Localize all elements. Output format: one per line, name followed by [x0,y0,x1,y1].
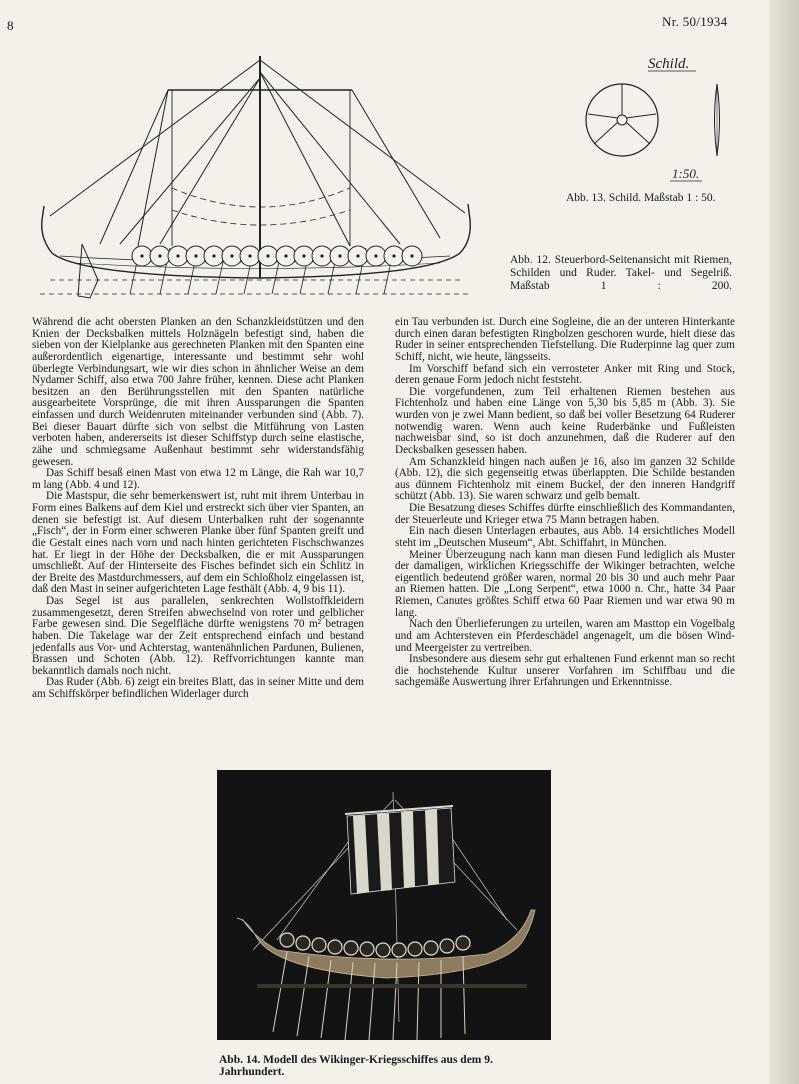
paragraph: Meiner Überzeugung nach kann man diesen Fund lediglich als Muster der damaligen, wirklichen Kriegsschiffe der Wikinger betrachten, welche eigentlich bedeutend größer waren, normal 20 bis 30 und auch mehr Paar an Riemen hatten. Die „Long Serpent“, etwa 1000 n. Chr., hatte 34 Paar Riemen, Canutes größtes Schiff etwa 60 Paar Riemen und war etwa 90 m lang. [395,548,735,619]
shield-drawing-title: Schild. [648,56,690,72]
shield-drawing [578,48,748,186]
shield-scale-label: 1:50. [672,166,700,181]
caption-abb13: Abb. 13. Schild. Maßstab 1 : 50. [566,192,716,204]
caption-abb14: Abb. 14. Modell des Wikinger-Kriegsschiffes aus dem 9. Jahrhundert. [219,1054,493,1078]
paragraph: Die Mastspur, die sehr bemerkenswert ist, ruht mit ihrem Unterbau in Form eines Balkens auf dem Kiel und erstreckt sich über vier Spanten, an denen sie befestigt ist. Auf diesem Unterbalken ruht der sogenannte „Fisch“, der in Form einer schweren Planke über fünf Spanten greift und die Gestalt eines nach vorn und nach hinten gerichteten Fischschwanzes hat. Er liegt in der Höhe der Decksbalken, die er mit Aussparungen umschließt. Auf der Hinterseite des Fisches befindet sich ein Schlitz in der Breite des Mastdurchmessers, auf dem ein Schloßholz eingelassen ist, daß den Mast in seiner aufgerichteten Lage festhält (Abb. 4, 9 bis 11). [32,490,364,596]
paragraph: Insbesondere aus diesem sehr gut erhaltenen Fund erkennt man so recht die hochstehende Kultur unserer Vorfahren im Schiffbau und die sachgemäße Auswertung ihrer Erfahrungen und Erkenntnisse. [395,653,735,689]
text-column-left [32,317,364,701]
paragraph: Ein nach diesen Unterlagen erbautes, aus Abb. 14 ersichtliches Modell steht im „Deutschen Museum“, Abt. Schiffahrt, in München. [395,525,735,549]
paragraph: Während die acht obersten Planken an den Schanzkleidstützen und den Knien der Decksbalken mittels Holznägeln befestigt sind, haben die sieben von der Kielplanke aus gerechneten Planken mit den Spanten eine außerordentlich eigenartige, interessante und bestimmt sehr wohl überlegte Verbindungsart, wie wir dies schon in ähnlicher Weise an dem Nydamer Schiff, also etwa 700 Jahre früher, kennen. Diese acht Planken besitzen an den Berührungsstellen mit den Spanten natürliche ausgearbeitete Vorsprünge, die mit ihren Aussparungen die Spanten einfassen und durch Weidenruten miteinander verbunden sind (Abb. 7). Bei dieser Bauart dürfte sich von selbst die Mitführung von Lasten verboten haben, andererseits ist dieser Schiffstyp durch seine elastische, zähe und schmiegsame Außenhaut bestimmt sehr widerstandsfähig gewesen. [32,316,364,468]
page-number: 8 [7,18,14,33]
paragraph: Nach den Überlieferungen zu urteilen, waren am Masttop ein Vogelbalg und am Achtersteven ein Pferdeschädel angenagelt, um die bösen Wind- und Meergeister zu vertreiben. [395,618,735,654]
paragraph: Das Segel ist aus parallelen, senkrechten Wollstoffkleidern zusammengesetzt, deren Streifen abwechselnd von roter und gelblicher Farbe gewesen sind. Die Segelfläche dürfte wenigstens 70 m² betragen haben. Die Takelage war der Zeit entsprechend einfach und bestand jedenfalls aus Vor- und Achterstag, wantenähnlichen Pardunen, Bulienen, Brassen und Schoten (Abb. 12). Reffvorrichtungen kannte man bekanntlich damals noch nicht. [32,595,364,677]
paragraph: Im Vorschiff befand sich ein verrosteter Anker mit Ring und Stock, deren genaue Form jedoch nicht feststeht. [395,362,735,387]
ship-side-view-drawing [20,48,490,308]
paragraph: Das Ruder (Abb. 6) zeigt ein breites Blatt, das in seiner Mitte und dem am Schiffskörper befindlichen Widerlager durch [32,676,364,700]
ship-model-photo [217,770,551,1040]
paragraph: Das Schiff besaß einen Mast von etwa 12 m Länge, die Rah war 10,7 m lang (Abb. 4 und 12). [32,467,364,491]
paragraph: ein Tau verbunden ist. Durch eine Sogleine, die an der unteren Hinterkante durch einen daran befestigten Ringbolzen geschoren wurde, hielt diese das Ruder in seiner entsprechenden Tiefstellung. Die Ruderpinne lag quer zum Schiff, nicht, wie heute, längsseits. [395,316,735,363]
caption-abb12: Abb. 12. Steuerbord-Seitenansicht mit Riemen, Schilden und Ruder. Takel- und Segelriß. Maßstab 1 : 200. [510,254,732,292]
paragraph: Die vorgefundenen, zum Teil erhaltenen Riemen bestehen aus Fichtenholz und haben eine Länge von 5,30 bis 5,85 m (Abb. 3). Sie wurden von je zwei Mann bedient, so daß bei voller Besetzung 64 Ruderer notwendig waren. Wenn auch keine Ruderbänke und Fußleisten nachweisbar sind, so ist doch anzunehmen, daß die Ruderer auf den Decksbalken gesessen haben. [395,385,735,456]
paragraph: Die Besatzung dieses Schiffes dürfte einschließlich des Kommandanten, der Steuerleute und Krieger etwa 75 Mann betragen haben. [395,502,735,526]
paragraph: Am Schanzkleid hingen nach außen je 16, also im ganzen 32 Schilde (Abb. 12), die sich gegenseitig etwas überlappten. Die Schilde bestanden aus dünnem Fichtenholz mit einem Buckel, der den inneren Handgriff schützt (Abb. 13). Sie waren schwarz und gelb bemalt. [395,455,735,503]
issue-number: Nr. 50/1934 [662,14,728,29]
text-column-right [395,317,735,689]
page-fold-shadow [769,0,799,1084]
